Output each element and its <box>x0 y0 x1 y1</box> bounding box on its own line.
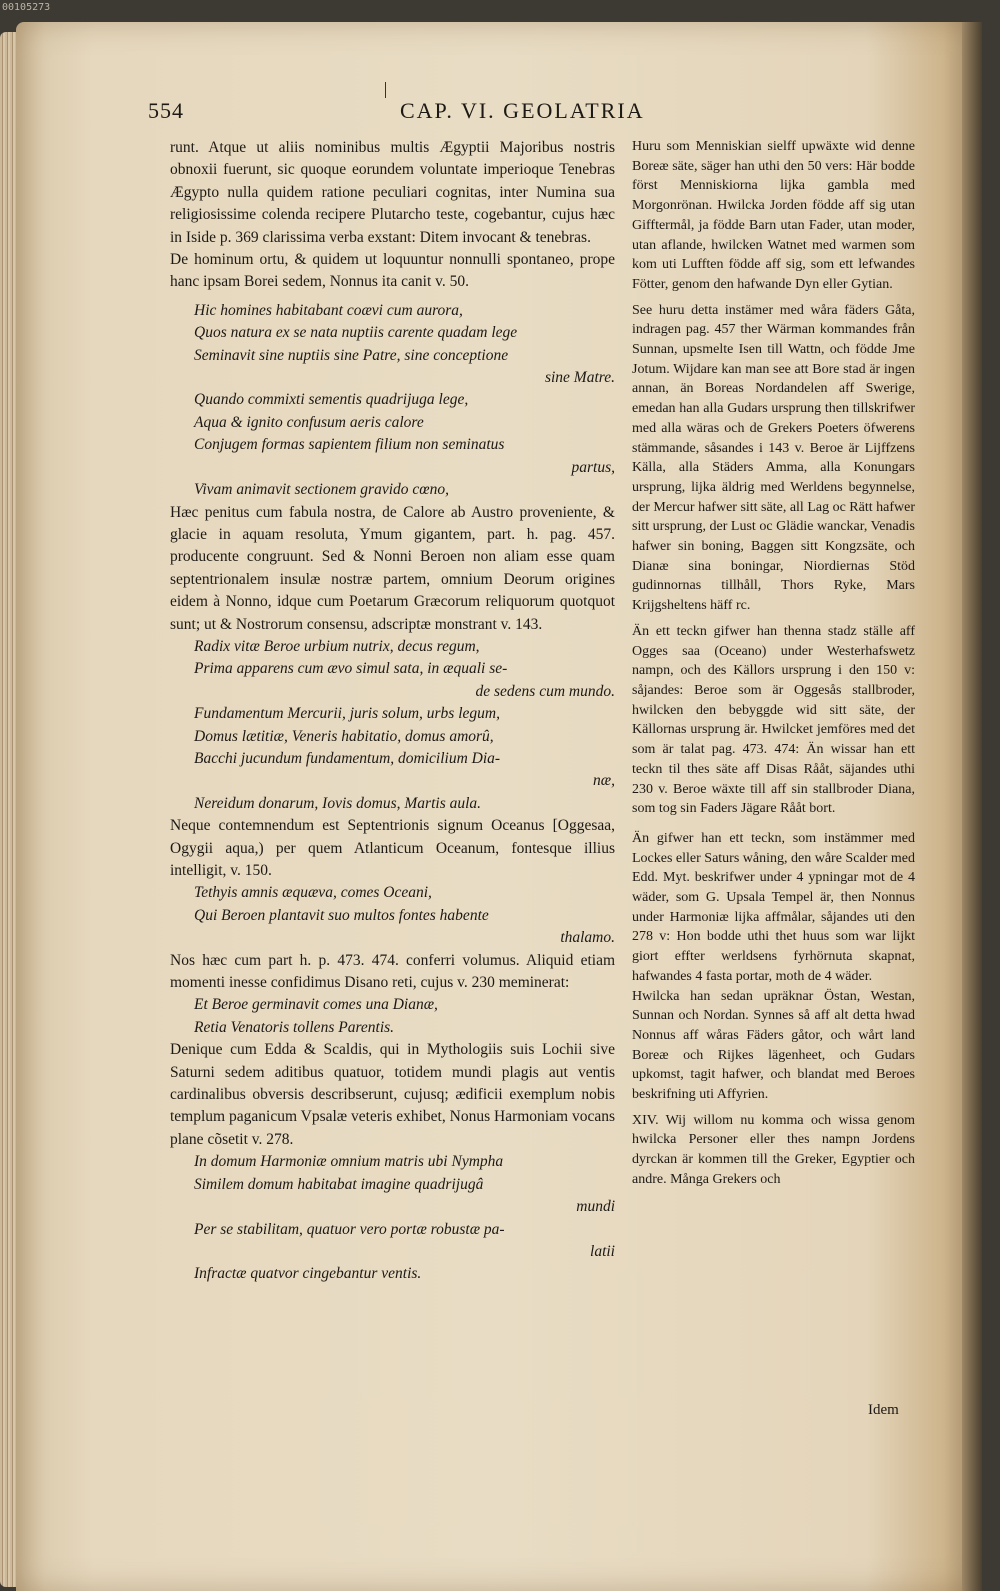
paragraph: Hwilcka han sedan upräknar Östan, Westan, Sunnan och Nordan. Synnes så aff alt detta hwad Nonnus aff wåras Fäders gåtor, och wårt land Boreæ och Rijkes lägenheet, och Gudars upkomst, tagit hafwer, och blandat med Beroes beskrifning uti Affyrien. <box>632 988 915 1103</box>
paragraph: De hominum ortu, & quidem ut loquuntur nonnulli spontaneo, prope hanc ipsam Borei sedem, Nonnus ita canit v. 50. <box>170 251 615 291</box>
paragraph: Än ett teckn gifwer han thenna stadz ställe aff Ogges saa (Oceano) under Westerhafswetz nampn, och des Källors ursprung i den 150 v: såjandes: Beroe som är Oggesås stallbroder, hwilcken den bebyggde wid sitt säte, der Källornas ursprung är. Hwilcket jemföres med det som är talat pag. 473. 474: Än wissar han ett teckn til thes säte aff Disas Rååt, säjandes uthi 230 v. Beroe wäxte till aff sin stallbroder Diana, som tog sin Faders Jägare Rååt bort. <box>632 623 915 817</box>
verse-line: Radix vitæ Beroe urbium nutrix, decus regum, <box>194 637 480 655</box>
latin-column <box>170 137 615 1286</box>
verse-line: Conjugem formas sapientem filium non seminatus <box>194 436 505 454</box>
verse-line: Infractæ quatvor cingebantur ventis. <box>194 1265 422 1283</box>
paragraph: Neque contemnendum est Septentrionis signum Oceanus [Oggesaa, Ogygii aqua,) per quem Atlanticum Oceanum, fontesque illius intelligit, v. 150. <box>170 817 615 879</box>
paragraph: XIV. Wij willom nu komma och wissa genom hwilcka Personer eller thes nampn Jordens dyrckan är kommen till the Greker, Egyptier och andre. Många Grekers och <box>632 1112 915 1187</box>
page-header <box>148 98 708 128</box>
verse-line: Prima apparens cum ævo simul sata, in æquali se- <box>194 660 508 678</box>
paragraph: Denique cum Edda & Scaldis, qui in Mythologiis suis Lochii sive Saturni sedem aditibus quatuor, totidem mundi plagis aut ventis cardinalibus obversis describserunt, cujusq; ædificii exemplum nobis templum paganicum Vpsalæ veteris exhibet, Nonus Harmoniam vocans plane cõsetit v. 278. <box>170 1041 615 1148</box>
scan-identifier: 00105273 <box>2 2 51 13</box>
binding-gutter <box>962 22 982 1591</box>
swedish-column <box>632 137 915 1190</box>
paragraph: Än gifwer han ett teckn, som instämmer med Lockes eller Saturs wåning, den wåre Scalder med Edd. Myt. beskrifwer under 4 ypningar mot de 4 wäder, som G. Upsala Tempel är, then Nonnus under Harmoniæ lijka affmålar, såjandes uti den 278 v: Hon bodde uthi thet huus som war lijkt giort effter werldsens fyrhörnuta skapnat, hafwandes 4 fasta portar, moth de 4 wäder. <box>632 830 916 984</box>
verse-line: Bacchi jucundum fundamentum, domicilium Dia- <box>194 749 501 767</box>
verse-line: mundi <box>576 1198 615 1216</box>
verse-line: Domus lætitiæ, Veneris habitatio, domus amorû, <box>194 727 494 745</box>
verse-line: Et Beroe germinavit comes una Dianæ, <box>194 996 438 1014</box>
verse-line: Hic homines habitabant coævi cum aurora, <box>194 301 463 319</box>
verse-line: thalamo. <box>560 929 615 947</box>
verse-line: Retia Venatoris tollens Parentis. <box>194 1018 395 1036</box>
paragraph: Huru som Menniskian sielff upwäxte wid denne Boreæ säte, säger han uthi den 50 vers: Här bodde först Menniskiorna lijka gambla med Morgonrönan. Hwilcka Jorden födde aff sig utan Gifftermål, ja födde Barn utan Fader, utan moder, utan aflande, hwilcken Watnet med warmen som kom uti Lufften födde aff sig, som ett lefwandes Fötter, genom den hafwande Dyn eller Gytian. <box>632 139 915 292</box>
verse-line: Nereidum donarum, Iovis domus, Martis aula. <box>194 794 482 812</box>
verse-line: Similem domum habitabat imagine quadrijugâ <box>194 1175 484 1193</box>
printer-mark <box>385 82 386 98</box>
paragraph: Hæc penitus cum fabula nostra, de Calore ab Austro proveniente, & glacie in aquam resoluta, Ymum gigantem, part. h. pag. 457. producente congruunt. Sed & Nonni Beroen non aliam esse quam septentrionalem insulæ nostræ partem, omnium Deorum origines eidem à Nonno, idque cum Poetarum Græcorum reliquorum quotquot sunt; ut & Nostrorum consensu, adscriptæ monstrant v. 143. <box>170 503 615 633</box>
verse-line: Seminavit sine nuptiis sine Patre, sine conceptione <box>194 346 509 364</box>
verse-line: Qui Beroen plantavit suo multos fontes habente <box>194 906 489 924</box>
paragraph: Nos hæc cum part h. p. 473. 474. conferri volumus. Aliquid etiam momenti inesse confidimus Disano reti, cujus v. 230 meminerat: <box>170 951 615 992</box>
verse-line: Tethyis amnis æquæva, comes Oceani, <box>194 884 432 902</box>
verse-line: latii <box>590 1242 615 1260</box>
verse-line: næ, <box>593 772 615 790</box>
verse-line: Fundamentum Mercurii, juris solum, urbs legum, <box>194 705 500 723</box>
page-number: 554 <box>148 98 184 123</box>
verse-line: Per se stabilitam, quatuor vero portæ robustæ pa- <box>194 1220 505 1238</box>
verse-line: de sedens cum mundo. <box>475 682 615 700</box>
verse-line: In domum Harmoniæ omnium matris ubi Nympha <box>194 1153 504 1171</box>
verse-line: sine Matre. <box>544 369 615 387</box>
verse-line: Vivam animavit sectionem gravido cœno, <box>194 481 449 499</box>
paragraph: See huru detta instämer med wåra fäders Gåta, indragen pag. 457 ther Wärman kommandes från Sunnan, upsmelte Isen till Wattn, och födde Jme Jotum. Wijdare kan man see att Bore stad är ingen annan, än Boreas Nordandelen aff Swerige, emedan han alla Gudars ursprung then tillskrifwer med alla wäras och de Grekers Poeters öfwerens stämmande, såsandes i 143 v. Beroe är Lijffzens Källa, alla Städers Amma, alla Konungars ursprung, lijka äldrig med Werldens begynnelse, der Mercur hafwer sitt säte, all Lag oc Rätt hafwer sitt ursprung, der Lust oc Glädie wanckar, Venadis hafwer sin boning, Baggen sitt Kongzsäte, och Dianæ sina boningar, Niordiernas Stöd gudinnornas tillhåll, Thors Ryke, Mars Krijgsheltens häff rc. <box>632 302 915 614</box>
running-title: CAP. VI. GEOLATRIA <box>400 98 645 123</box>
verse-line: Quos natura ex se nata nuptiis carente quadam lege <box>194 324 518 342</box>
verse-line: Aqua & ignito confusum aeris calore <box>194 413 424 431</box>
verse-line: Quando commixti sementis quadrijuga lege, <box>194 391 469 409</box>
paragraph: runt. Atque ut aliis nominibus multis Ægyptii Majoribus nostris obnoxii fuerunt, sic quoque eorundem voluntate imperioque Tenebras Ægypto nulla quidem ratione peculiari cognitas, inter Numina sua religiosissime colenda recipere Plutarcho teste, cogebantur, cujus hæc in Iside p. 369 clarissima verba exstant: Ditem invocant & tenebras. <box>170 139 615 246</box>
verse-line: partus, <box>571 458 615 476</box>
catchword: Idem <box>868 1402 899 1418</box>
